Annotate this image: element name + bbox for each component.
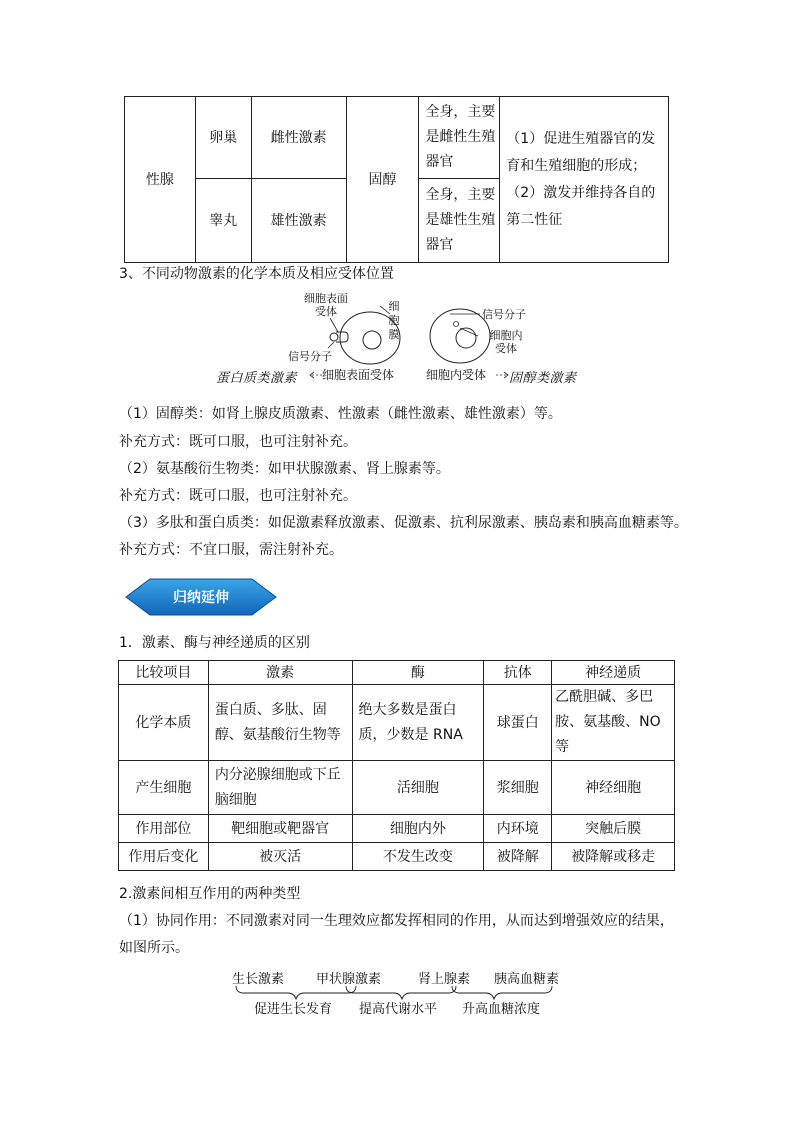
hormone-cell: 雌性激素	[251, 97, 346, 179]
table-cell: 被降解	[484, 843, 552, 871]
text-line: 如图所示。	[119, 940, 189, 956]
effect-label: 升高血糖浓度	[462, 1002, 541, 1017]
cell-right	[430, 309, 490, 363]
signal-molecule-right	[454, 322, 459, 327]
effect-label: 提高代谢水平	[359, 1002, 438, 1017]
surface-receptor-bottom-label: 细胞表面受体	[322, 368, 395, 382]
table-cell: 神经细胞	[552, 761, 675, 815]
table-cell: 被降解或移走	[552, 843, 675, 871]
table-cell: 乙酰胆碱、多巴胺、氨基酸、NO 等	[552, 685, 675, 761]
header-cell: 神经递质	[552, 661, 675, 685]
text-line: （2）氨基酸衍生物类：如甲状腺激素、肾上腺素等。	[119, 461, 450, 477]
target-cell: 全身，主要是雄性生殖器官	[419, 179, 500, 263]
signal-molecule-left	[330, 333, 338, 341]
table-cell: 细胞内外	[352, 815, 484, 843]
text-line: （1）固醇类：如肾上腺皮质激素、性激素（雌性激素、雄性激素）等。	[119, 406, 562, 422]
hormone-cell: 雄性激素	[251, 179, 346, 263]
badge-text: 归纳延伸	[173, 590, 229, 606]
signal-molecule-label-right: 信号分子	[482, 308, 526, 321]
header-cell: 激素	[208, 661, 352, 685]
summary-badge	[124, 577, 278, 617]
table-cell: 产生细胞	[119, 761, 209, 815]
table-cell: 蛋白质、多肽、固醇、氨基酸衍生物等	[208, 685, 352, 761]
nucleus-left	[363, 331, 381, 349]
table-cell: 内分泌腺细胞或下丘脑细胞	[208, 761, 352, 815]
table-row	[119, 815, 675, 843]
text-line: 补充方式：既可口服，也可注射补充。	[119, 434, 357, 450]
protein-hormone-label: 蛋白质类激素	[216, 371, 298, 386]
text-line: （1）协同作用：不同激素对同一生理效应都发挥相同的作用，从而达到增强效应的结果，	[119, 913, 674, 929]
steroid-hormone-label: 固醇类激素	[509, 371, 577, 386]
function-cell: （1）促进生殖器官的发育和生殖细胞的形成；（2）激发并维持各自的第二性征	[500, 97, 669, 263]
table-cell: 作用后变化	[119, 843, 209, 871]
table-cell: 被灭活	[208, 843, 352, 871]
table-cell: 作用部位	[119, 815, 209, 843]
table-cell: 内环境	[484, 815, 552, 843]
table-row	[119, 761, 675, 815]
comparison-table	[118, 660, 675, 871]
gland-cell: 卵巢	[195, 97, 251, 179]
text-line: 补充方式：既可口服，也可注射补充。	[119, 488, 357, 504]
table-cell: 浆细胞	[484, 761, 552, 815]
table-cell: 活细胞	[352, 761, 484, 815]
membrane-label: 细胞膜	[388, 300, 400, 341]
text-line: 补充方式：不宜口服，需注射补充。	[119, 542, 343, 558]
table-cell: 不发生改变	[352, 843, 484, 871]
table-cell: 靶细胞或靶器官	[208, 815, 352, 843]
table-cell: 化学本质	[119, 685, 209, 761]
hormone-label: 甲状腺激素	[316, 972, 382, 987]
text-line: （3）多肽和蛋白质类：如促激素释放激素、促激素、抗利尿激素、胰岛素和胰高血糖素等。	[119, 515, 688, 531]
inner-receptor-bottom-label: 细胞内受体	[426, 368, 487, 382]
gland-cell: 睾丸	[195, 179, 251, 263]
hormone-label: 生长激素	[232, 972, 285, 987]
inner-receptor-label: 细胞内受体	[489, 329, 523, 355]
hormone-label: 胰高血糖素	[494, 972, 560, 987]
target-cell: 全身，主要是雌性生殖器官	[419, 97, 500, 179]
table-row	[119, 685, 675, 761]
table-row	[119, 843, 675, 871]
table-cell: 突触后膜	[552, 815, 675, 843]
organ-cell: 性腺	[125, 97, 196, 263]
table-cell: 球蛋白	[484, 685, 552, 761]
gonad-hormone-table	[124, 96, 669, 263]
header-cell: 酶	[352, 661, 484, 685]
effect-label: 促进生长发育	[254, 1002, 333, 1017]
section-heading: 1．激素、酶与神经递质的区别	[119, 635, 310, 651]
header-cell: 抗体	[484, 661, 552, 685]
header-cell: 比较项目	[119, 661, 209, 685]
table-cell: 绝大多数是蛋白质，少数是 RNA	[352, 685, 484, 761]
nature-cell: 固醇	[346, 97, 419, 263]
surface-receptor-label: 细胞表面受体	[304, 292, 348, 318]
table-header-row	[119, 661, 675, 685]
signal-molecule-label-left: 信号分子	[288, 350, 332, 363]
section-heading: 2.激素间相互作用的两种类型	[119, 886, 301, 902]
hormone-label: 肾上腺素	[418, 972, 471, 987]
section-heading: 3、不同动物激素的化学本质及相应受体位置	[119, 266, 394, 282]
